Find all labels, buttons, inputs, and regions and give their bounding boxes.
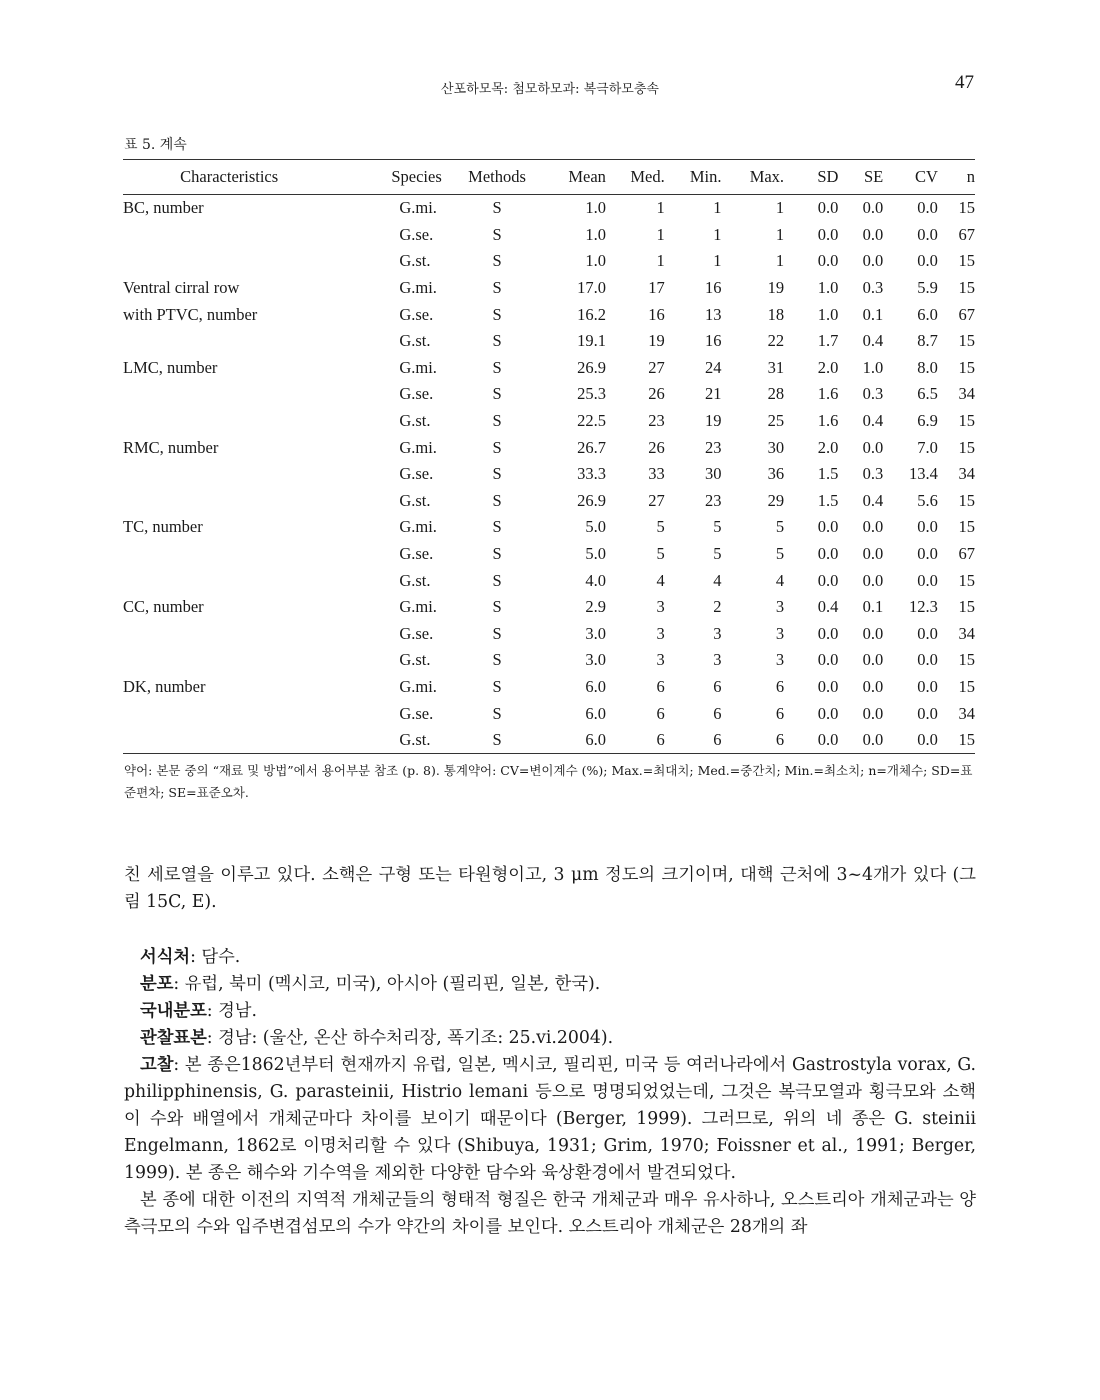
table-cell: 0.0 (817, 676, 839, 696)
table-cell: 0.0 (917, 224, 938, 244)
table-cell: 0.3 (862, 464, 884, 484)
table-row (123, 248, 975, 275)
table-cell: 6 (606, 727, 665, 754)
table-cell: 2.9 (585, 597, 606, 617)
table-row (123, 195, 975, 222)
table-cell: 1 (656, 198, 665, 218)
table-cell: 1.5 (817, 464, 839, 484)
table-cell: 3 (775, 597, 785, 617)
table-cell: 6 (665, 727, 722, 754)
table-cell: 67 (958, 544, 975, 564)
table-cell: S (492, 517, 502, 537)
table-cell: 6.0 (536, 727, 606, 754)
table-cell: with PTVC, number (123, 304, 258, 324)
table-cell: 0.0 (862, 251, 884, 271)
table-cell: 2.0 (817, 437, 839, 457)
table-cell: G.se. (399, 703, 434, 723)
table-cell: 15 (958, 570, 975, 590)
column-header: Methods (459, 160, 536, 195)
table-cell: 5 (713, 517, 722, 537)
table-cell: 33 (648, 464, 665, 484)
table-cell: 36 (767, 464, 785, 484)
table-cell: 15 (958, 331, 975, 351)
table-cell: 15 (958, 490, 975, 510)
table-cell: 16 (648, 304, 665, 324)
table-cell: G.se. (399, 384, 434, 404)
table-cell: Ventral cirral row (123, 278, 240, 298)
column-header: Max. (721, 160, 784, 195)
table-cell: 1 (656, 224, 665, 244)
table-cell: G.mi. (399, 357, 437, 377)
table-cell (123, 700, 385, 727)
table-cell: 67 (958, 224, 975, 244)
table-cell: RMC, number (123, 437, 219, 457)
table-cell: 0.4 (862, 331, 884, 351)
table-cell: 3 (775, 650, 785, 670)
table-cell: 7.0 (917, 437, 938, 457)
table-cell: 27 (648, 357, 665, 377)
table-cell: 6.0 (917, 304, 938, 324)
table-cell: 0.0 (917, 676, 938, 696)
table-footnote: 약어: 본문 중의 “재료 및 방법”에서 용어부분 참조 (p. 8). 통계약어: CV=변이계수 (%); Max.=최대치; Med.=중간치; Min.=최소치; n=개체수; SD=표준편차; SE=표준오차. (124, 763, 973, 800)
table-cell: S (459, 727, 536, 754)
table-cell: 17 (648, 278, 665, 298)
table-cell: TC, number (123, 517, 203, 537)
table-cell: 15 (958, 597, 975, 617)
table-row (123, 488, 975, 515)
table-cell: 0.0 (883, 727, 938, 754)
table-cell: 0.0 (862, 570, 884, 590)
table-cell: 1 (775, 224, 785, 244)
table-cell: 3 (656, 597, 665, 617)
table-cell: 67 (958, 304, 975, 324)
table-cell (123, 488, 385, 515)
table-cell: 1.0 (585, 251, 606, 271)
table-cell: 23 (704, 437, 722, 457)
page-number: 47 (955, 72, 974, 93)
table-body (123, 195, 975, 754)
table-cell: 19 (648, 331, 665, 351)
table-cell: 5.0 (585, 544, 606, 564)
table-cell: BC, number (123, 198, 204, 218)
table-cell: 4 (775, 570, 785, 590)
table-cell: 27 (648, 490, 665, 510)
table-cell: 0.0 (917, 544, 938, 564)
table-cell (123, 328, 385, 355)
table-cell: 34 (958, 384, 975, 404)
table-cell: 34 (958, 703, 975, 723)
distribution-line (124, 971, 976, 998)
remarks-paragraph (124, 1052, 976, 1187)
table-cell: 0.4 (817, 597, 839, 617)
table-cell: 0.0 (817, 251, 839, 271)
table-cell: G.st. (399, 251, 431, 271)
table-cell: 23 (704, 490, 722, 510)
table-cell: S (492, 570, 502, 590)
table-cell: G.se. (399, 304, 434, 324)
table-cell: 15 (958, 198, 975, 218)
specimen-label: 관찰표본 (140, 1028, 207, 1048)
table-cell: 0.0 (817, 224, 839, 244)
table-cell: S (492, 304, 502, 324)
table-cell: 0.0 (862, 517, 884, 537)
table-cell: 22.5 (577, 411, 606, 431)
table-cell: 5 (775, 517, 785, 537)
table-cell: 15 (958, 517, 975, 537)
habitat-line (124, 944, 976, 971)
table-row (123, 674, 975, 701)
table-cell (123, 567, 385, 594)
table-cell (123, 541, 385, 568)
table-cell: 0.0 (817, 517, 839, 537)
domestic-distribution-line (124, 998, 976, 1025)
statistics-table (123, 159, 975, 754)
table-cell: 0.0 (862, 676, 884, 696)
table-cell: 0.1 (862, 304, 884, 324)
table-cell: 1 (713, 251, 722, 271)
table-cell: 0.3 (862, 384, 884, 404)
table-row (123, 541, 975, 568)
table-cell: 0.0 (917, 198, 938, 218)
table-cell: 6.0 (585, 703, 606, 723)
table-cell: 0.4 (862, 490, 884, 510)
table-row (123, 328, 975, 355)
distribution-label: 분포 (140, 974, 174, 994)
table-cell: 1.7 (817, 331, 839, 351)
table-cell: 1.0 (817, 278, 839, 298)
table-cell: 15 (958, 278, 975, 298)
table-row (123, 727, 975, 754)
table-cell (123, 647, 385, 674)
table-cell: 1.0 (862, 357, 884, 377)
table-cell: 1 (775, 198, 785, 218)
table-cell: 0.0 (862, 224, 884, 244)
column-header: n (938, 160, 975, 195)
table-cell (123, 381, 385, 408)
table-cell: 1.0 (585, 198, 606, 218)
table-cell: 1 (775, 251, 785, 271)
table-cell: 33.3 (577, 464, 606, 484)
table-cell: 3 (775, 623, 785, 643)
table-cell: 0.0 (917, 650, 938, 670)
table-cell: 3 (713, 650, 722, 670)
table-cell: 2 (713, 597, 722, 617)
table-cell: 0.0 (917, 623, 938, 643)
table-cell: S (492, 490, 502, 510)
table-cell: 17.0 (577, 278, 606, 298)
table-cell: S (492, 437, 502, 457)
table-cell: 34 (958, 623, 975, 643)
table-cell: 0.0 (817, 198, 839, 218)
table-row (123, 301, 975, 328)
table-row (123, 275, 975, 302)
table-cell: 30 (704, 464, 722, 484)
table-row (123, 434, 975, 461)
table-cell: G.st. (399, 411, 431, 431)
table-cell: 6 (775, 676, 785, 696)
table-row (123, 381, 975, 408)
table-row (123, 567, 975, 594)
table-cell: S (492, 464, 502, 484)
remarks-text: : 본 종은1862년부터 현재까지 유럽, 일본, 멕시코, 필리핀, 미국 등 여러나라에서 Gastrostyla vorax, G. philipphinensis, G. parasteinii, Histrio lemani 등으로 명명되었었는데, 그것은 복극모열과 횡극모와 소핵이 수와 배열에서 개체군마다 차이를 보이기 때문이다 (Berger, 1999). 그러므로, 위의 네 종은 G. steinii Engelmann, 1862로 이명처리할 수 있다 (Shibuya, 1931; Grim, 1970; Foissner et al., 1991; Berger, 1999). 본 종은 해수와 기수역을 제외한 다양한 담수와 육상환경에서 발견되었다. (124, 1055, 976, 1183)
table-cell: 1.0 (817, 304, 839, 324)
column-header: Med. (606, 160, 665, 195)
table-cell: CC, number (123, 597, 204, 617)
table-cell: DK, number (123, 676, 206, 696)
table-cell: 2.0 (817, 357, 839, 377)
table-cell: 6.0 (585, 676, 606, 696)
table-cell: S (492, 224, 502, 244)
table-cell: 25.3 (577, 384, 606, 404)
table-cell: 0.0 (862, 703, 884, 723)
domestic-distribution-text: : 경남. (206, 1001, 257, 1021)
table-cell: 25 (767, 411, 785, 431)
table-cell: G.se. (399, 464, 434, 484)
table-cell: S (492, 357, 502, 377)
table-cell (123, 621, 385, 648)
specimen-line (124, 1025, 976, 1052)
table-row (123, 461, 975, 488)
domestic-distribution-label: 국내분포 (140, 1001, 207, 1021)
table-cell: 6 (721, 727, 784, 754)
table-cell: 31 (767, 357, 785, 377)
column-header: SE (838, 160, 883, 195)
table-cell: 26 (648, 437, 665, 457)
table-cell: 24 (704, 357, 722, 377)
table-cell: 26.9 (577, 357, 606, 377)
table-cell: S (492, 650, 502, 670)
table-cell: 34 (958, 464, 975, 484)
table-cell: 1 (713, 198, 722, 218)
table-cell: 0.0 (817, 544, 839, 564)
table-cell: 15 (958, 676, 975, 696)
table-cell: 0.0 (784, 727, 838, 754)
column-header: Mean (536, 160, 606, 195)
table-cell: G.mi. (399, 517, 437, 537)
column-header: SD (784, 160, 838, 195)
table-cell: 5 (713, 544, 722, 564)
table-cell: 0.0 (817, 623, 839, 643)
table-cell (123, 461, 385, 488)
column-header: CV (883, 160, 938, 195)
table-cell: 0.0 (817, 703, 839, 723)
table-cell: 15 (958, 411, 975, 431)
table-cell: 5.9 (917, 278, 938, 298)
table-cell: 0.0 (862, 437, 884, 457)
column-header: Min. (665, 160, 722, 195)
table-cell: 19 (767, 278, 785, 298)
table-cell: S (492, 544, 502, 564)
table-cell: 0.0 (917, 703, 938, 723)
table-cell: 19.1 (577, 331, 606, 351)
table-cell: 13.4 (909, 464, 938, 484)
table-cell: 5.6 (917, 490, 938, 510)
table-cell: 15 (938, 727, 975, 754)
table-cell: 16 (704, 278, 722, 298)
table-cell: 15 (958, 251, 975, 271)
table-cell: G.st. (385, 727, 458, 754)
table-cell: 0.0 (917, 517, 938, 537)
table-cell: G.se. (399, 224, 434, 244)
table-row (123, 355, 975, 382)
table-cell: G.mi. (399, 198, 437, 218)
table-cell: 6 (775, 703, 785, 723)
table-cell: 15 (958, 357, 975, 377)
table-cell: 6 (656, 676, 665, 696)
table-cell: S (492, 411, 502, 431)
table-cell: 15 (958, 650, 975, 670)
table-row (123, 408, 975, 435)
column-header: Species (385, 160, 458, 195)
table-cell: 6 (656, 703, 665, 723)
table-cell: G.se. (399, 544, 434, 564)
table-cell: 23 (648, 411, 665, 431)
table-cell: G.mi. (399, 676, 437, 696)
table-row (123, 594, 975, 621)
table-cell: S (492, 703, 502, 723)
table-cell: 13 (704, 304, 722, 324)
table-cell: 0.0 (862, 198, 884, 218)
table-cell: G.se. (399, 623, 434, 643)
table-cell: 21 (704, 384, 722, 404)
table-cell: 0.0 (862, 544, 884, 564)
table-cell: 5 (775, 544, 785, 564)
table-header (123, 160, 975, 195)
table-cell (123, 408, 385, 435)
table-cell: 1.6 (817, 411, 839, 431)
table-cell: 8.7 (917, 331, 938, 351)
table-cell: G.st. (399, 331, 431, 351)
table-cell: 3 (713, 623, 722, 643)
body-text (124, 862, 976, 1241)
table-row (123, 621, 975, 648)
paragraph-description: 친 세로열을 이루고 있다. 소핵은 구형 또는 타원형이고, 3 μm 정도의 크기이며, 대핵 근처에 3~4개가 있다 (그림 15C, E). (124, 865, 976, 912)
table-cell: 0.0 (838, 727, 883, 754)
column-header: Characteristics (123, 160, 385, 195)
table-cell: 0.0 (817, 650, 839, 670)
table-cell: 26.7 (577, 437, 606, 457)
table-cell: S (492, 251, 502, 271)
table-cell: 0.1 (862, 597, 884, 617)
table-cell: 5 (656, 544, 665, 564)
table-cell: 1.5 (817, 490, 839, 510)
table-cell: G.st. (399, 570, 431, 590)
table-cell: 0.4 (862, 411, 884, 431)
table-cell: G.mi. (399, 597, 437, 617)
table-cell: 0.0 (917, 570, 938, 590)
table-cell: G.mi. (399, 437, 437, 457)
table-cell: 8.0 (917, 357, 938, 377)
table-cell: 5.0 (585, 517, 606, 537)
table-cell: 6 (713, 676, 722, 696)
table-cell: 1 (656, 251, 665, 271)
table-cell: 18 (767, 304, 785, 324)
table-cell: 0.0 (862, 623, 884, 643)
table-cell: 0.0 (917, 251, 938, 271)
table-cell: 0.0 (817, 570, 839, 590)
table-cell: 16.2 (577, 304, 606, 324)
table-cell: 3 (656, 650, 665, 670)
table-cell: S (492, 278, 502, 298)
table-cell: 6 (713, 703, 722, 723)
table-cell: 3.0 (585, 650, 606, 670)
table-cell: 28 (767, 384, 785, 404)
habitat-label: 서식처 (140, 947, 191, 967)
table-cell: 6.5 (917, 384, 938, 404)
table-cell (123, 248, 385, 275)
table-cell: S (492, 676, 502, 696)
table-cell: S (492, 623, 502, 643)
table-cell: S (492, 331, 502, 351)
table-cell: 1.6 (817, 384, 839, 404)
table-row (123, 647, 975, 674)
table-row (123, 700, 975, 727)
table-cell (123, 727, 385, 754)
running-title: 산포하모목: 첨모하모과: 복극하모충속 (441, 82, 659, 97)
habitat-text: : 담수. (190, 947, 241, 967)
table-cell: 0.0 (862, 650, 884, 670)
table-cell: 22 (767, 331, 785, 351)
table-cell: 0.3 (862, 278, 884, 298)
table-cell: G.mi. (399, 278, 437, 298)
table-cell: 29 (767, 490, 785, 510)
table-cell: 4 (656, 570, 665, 590)
paragraph-comparison: 본 종에 대한 이전의 지역적 개체군들의 형태적 형질은 한국 개체군과 매우 유사하나, 오스트리아 개체군과는 양측극모의 수와 입주변겹섬모의 수가 약간의 차이를 보인다. 오스트리아 개체군은 28개의 좌 (124, 1190, 976, 1237)
remarks-label: 고찰 (140, 1055, 174, 1075)
table-caption: 표 5. 계속 (124, 137, 187, 153)
table-cell: 3 (656, 623, 665, 643)
data-table-container (123, 159, 975, 754)
table-cell: 12.3 (909, 597, 938, 617)
table-cell: S (492, 198, 502, 218)
table-cell: 4.0 (585, 570, 606, 590)
table-cell: 6.9 (917, 411, 938, 431)
table-cell (123, 222, 385, 249)
table-cell: 26 (648, 384, 665, 404)
table-cell: LMC, number (123, 357, 218, 377)
table-cell: 15 (958, 437, 975, 457)
table-cell: 4 (713, 570, 722, 590)
table-cell: 1.0 (585, 224, 606, 244)
specimen-text: : 경남: (울산, 온산 하수처리장, 폭기조: 25.vi.2004). (206, 1028, 614, 1048)
distribution-text: : 유럽, 북미 (멕시코, 미국), 아시아 (필리핀, 일본, 한국). (173, 974, 601, 994)
table-cell: 1 (713, 224, 722, 244)
table-cell: G.st. (399, 650, 431, 670)
table-row (123, 222, 975, 249)
table-cell: 30 (767, 437, 785, 457)
table-cell: 26.9 (577, 490, 606, 510)
table-cell: 3.0 (585, 623, 606, 643)
table-cell: 5 (656, 517, 665, 537)
table-cell: 19 (704, 411, 722, 431)
table-cell: G.st. (399, 490, 431, 510)
table-row (123, 514, 975, 541)
table-cell: S (492, 597, 502, 617)
table-cell: 16 (704, 331, 722, 351)
table-cell: S (492, 384, 502, 404)
